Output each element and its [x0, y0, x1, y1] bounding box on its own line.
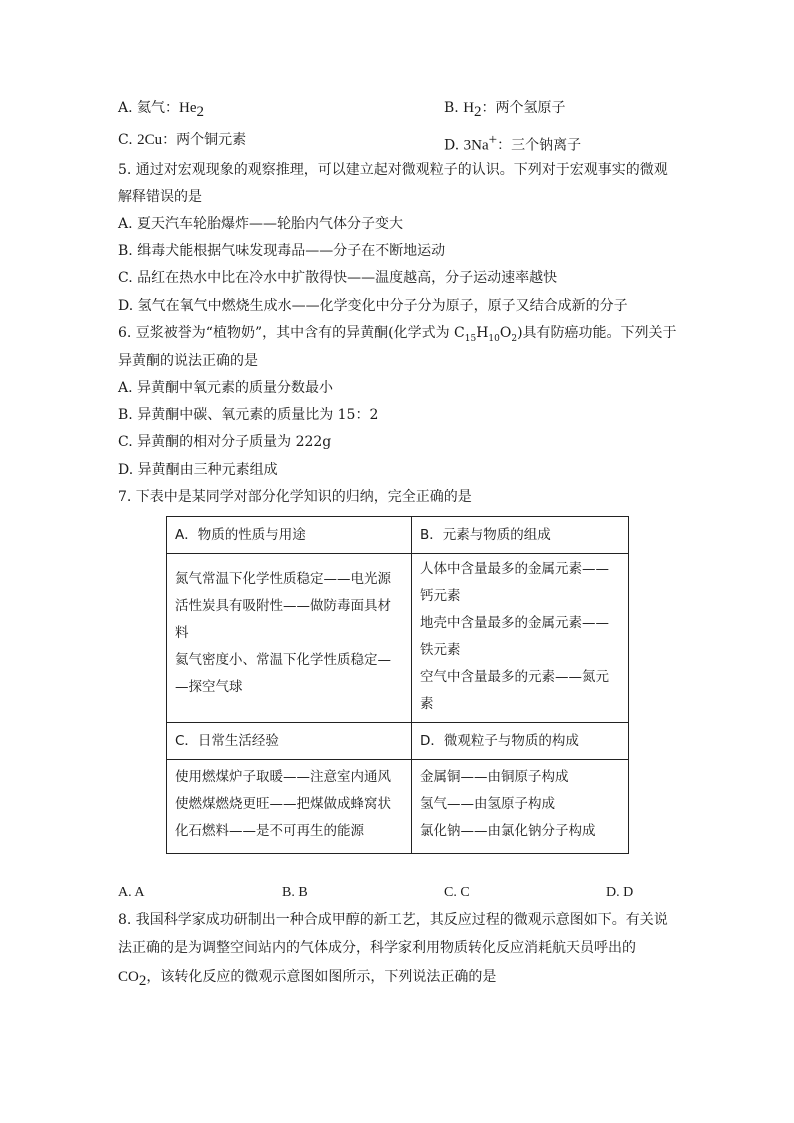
- helium-formula: He: [179, 100, 197, 116]
- q5-option-b[interactable]: B. 缉毒犬能根据气味发现毒品——分子在不断地运动: [118, 243, 446, 259]
- q8-stem-line-3: [118, 967, 496, 991]
- q6-stem-line-2: 异黄酮的说法正确的是: [118, 353, 258, 369]
- q5-option-c[interactable]: C. 品红在热水中比在冷水中扩散得快——温度越高，分子运动速率越快: [118, 270, 558, 286]
- q6-option-d[interactable]: D. 异黄酮由三种元素组成: [118, 462, 278, 478]
- q8-stem-line-2: 法正确的是为调整空间站内的气体成分，科学家利用物质转化反应消耗航天员呼出的: [118, 940, 636, 956]
- q7-answer-a[interactable]: A. A: [118, 885, 145, 900]
- table-a-line: 氦气密度小、常温下化学性质稳定—: [175, 652, 391, 668]
- helium-formula-subscript: 2: [196, 103, 205, 120]
- table-header-d: D．微观粒子与物质的构成: [412, 723, 629, 760]
- knowledge-table: [166, 516, 629, 854]
- q4-option-c[interactable]: [118, 130, 246, 150]
- q4-option-b-prefix: B.: [444, 100, 464, 116]
- q4-option-b[interactable]: [444, 98, 566, 122]
- table-b-line: 铁元素: [420, 642, 461, 658]
- q6-option-a[interactable]: A. 异黄酮中氧元素的质量分数最小: [118, 380, 334, 396]
- q6-carbon-subscript: 15: [464, 333, 477, 344]
- q8-stem-line-3-text: ，该转化反应的微观示意图如图所示，下列说法正确的是: [146, 969, 497, 985]
- table-cell-d: [412, 760, 629, 854]
- q5-stem-line-2: 解释错误的是: [118, 189, 202, 205]
- q7-answer-b[interactable]: B. B: [282, 885, 308, 900]
- table-c-line: 使燃煤燃烧更旺——把煤做成蜂窝状: [175, 796, 391, 812]
- hydrogen-formula: H: [463, 100, 475, 116]
- q4-option-a[interactable]: [118, 98, 204, 122]
- table-c-line: 化石燃料——是不可再生的能源: [175, 823, 364, 839]
- table-header-b: B．元素与物质的组成: [412, 517, 629, 554]
- table-a-line: 氮气常温下化学性质稳定——电光源: [175, 571, 391, 587]
- q4-option-d-text: ：三个钠离子: [497, 137, 582, 154]
- table-b-line: 地壳中含量最多的金属元素——: [420, 615, 609, 631]
- q5-option-a[interactable]: A. 夏天汽车轮胎爆炸——轮胎内气体分子变大: [118, 216, 404, 232]
- co2-formula-subscript: 2: [138, 972, 147, 989]
- table-d-line: 金属铜——由铜原子构成: [420, 769, 569, 785]
- q6-stem-line-1: [118, 323, 677, 349]
- q7-answer-c[interactable]: C. C: [444, 885, 470, 900]
- sodium-ion-charge: +: [488, 132, 498, 148]
- table-header-c: C．日常生活经验: [167, 723, 412, 760]
- table-cell-b: [412, 554, 629, 723]
- table-b-line: 空气中含量最多的元素——氮元: [420, 669, 609, 685]
- q6-hydrogen-symbol: H: [476, 325, 489, 341]
- table-a-line: —探空气球: [175, 679, 243, 695]
- q4-option-d[interactable]: [444, 130, 581, 156]
- q6-oxygen-subscript: 2: [511, 333, 518, 344]
- q4-option-c-text: ：两个铜元素: [162, 132, 247, 148]
- table-b-line: 钙元素: [420, 588, 461, 604]
- table-d-line: 氢气——由氢原子构成: [420, 796, 555, 812]
- table-header-a: A．物质的性质与用途: [167, 517, 412, 554]
- q7-stem: 7. 下表中是某同学对部分化学知识的归纳，完全正确的是: [118, 489, 472, 505]
- table-cell-c: [167, 760, 412, 854]
- q6-hydrogen-subscript: 10: [488, 333, 500, 344]
- q8-stem-line-1: 8. 我国科学家成功研制出一种合成甲醇的新工艺，其反应过程的微观示意图如下。有关说: [118, 912, 668, 928]
- sodium-ion-formula: 3Na: [463, 137, 489, 154]
- table-d-line: 氯化钠——由氯化钠分子构成: [420, 823, 596, 839]
- table-c-line: 使用燃煤炉子取暖——注意室内通风: [175, 769, 391, 785]
- q4-option-a-prefix: A. 氦气：: [118, 100, 180, 116]
- co2-formula: CO: [118, 969, 139, 985]
- q5-stem-line-1: 5. 通过对宏观现象的观察推理，可以建立起对微观粒子的认识。下列对于宏观事实的微观: [118, 162, 668, 178]
- q5-option-d[interactable]: D. 氢气在氧气中燃烧生成水——化学变化中分子分为原子，原子又结合成新的分子: [118, 298, 628, 314]
- table-b-line: 素: [420, 696, 434, 712]
- copper-formula: 2Cu: [137, 132, 163, 148]
- table-a-line: 料: [175, 625, 189, 641]
- q4-option-d-prefix: D.: [444, 137, 464, 154]
- q7-answer-d[interactable]: D. D: [606, 885, 634, 900]
- q6-oxygen-symbol: O: [499, 325, 512, 341]
- q6-option-c[interactable]: C. 异黄酮的相对分子质量为 222g: [118, 434, 332, 450]
- q6-stem-part-2: )具有防癌功能。下列关于: [517, 325, 677, 341]
- hydrogen-formula-subscript: 2: [474, 103, 482, 120]
- table-b-line: 人体中含量最多的金属元素——: [420, 561, 609, 577]
- q4-option-b-text: ：两个氢原子: [481, 100, 566, 116]
- q4-option-c-prefix: C.: [118, 132, 138, 148]
- q6-option-b[interactable]: B. 异黄酮中碳、氧元素的质量比为 15：2: [118, 407, 379, 423]
- table-a-line: 活性炭具有吸附性——做防毒面具材: [175, 598, 391, 614]
- table-cell-a: [167, 554, 412, 723]
- q6-stem-part-1: 6. 豆浆被誉为“植物奶”，其中含有的异黄酮(化学式为 C: [118, 325, 465, 341]
